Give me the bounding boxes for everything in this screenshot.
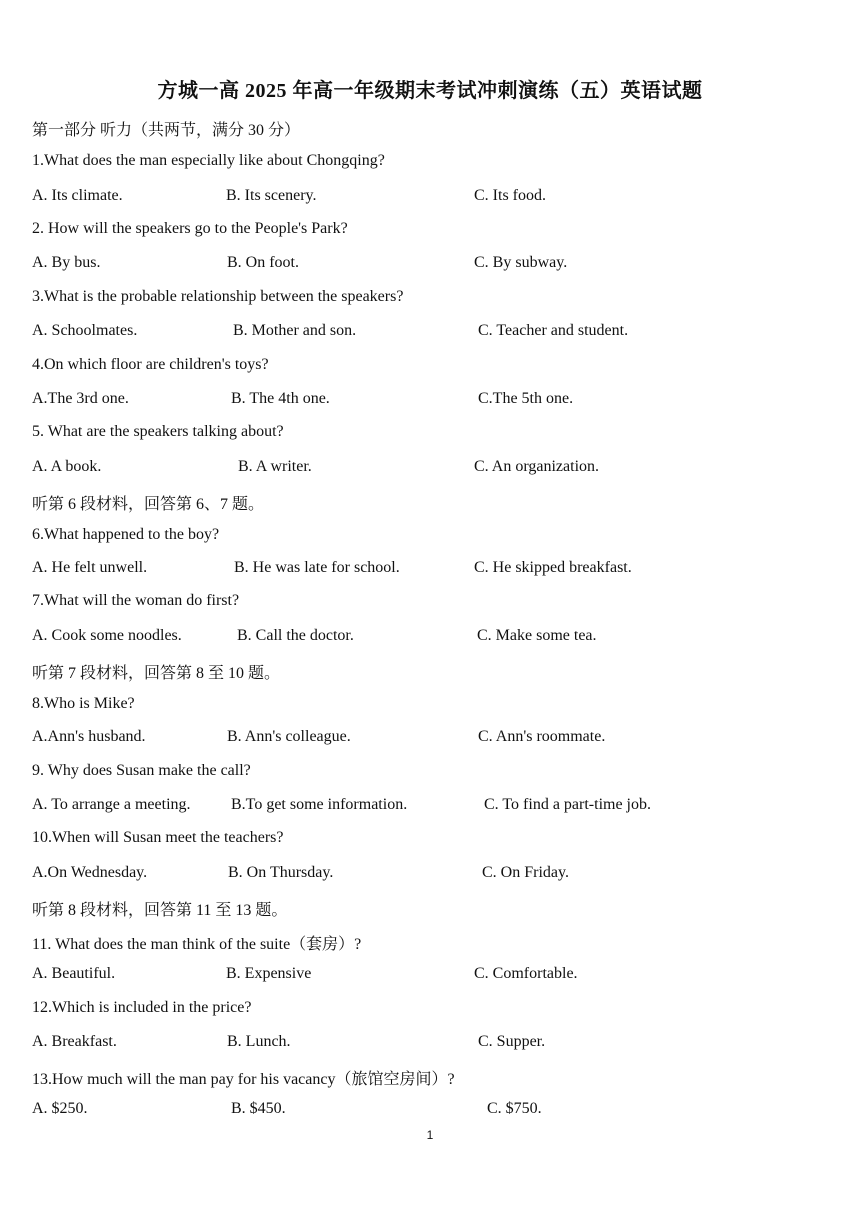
question-1: 1.What does the man especially like about Chongqing? xyxy=(32,152,385,169)
q13-option-b: B. $450. xyxy=(231,1100,286,1117)
q10-option-b: B. On Thursday. xyxy=(228,864,334,881)
q4-option-b: B. The 4th one. xyxy=(231,390,330,407)
q6-option-b: B. He was late for school. xyxy=(234,559,400,576)
page-title: 方城一高 2025 年高一年级期末考试冲刺演练（五）英语试题 xyxy=(157,80,703,102)
question-8: 8.Who is Mike? xyxy=(32,695,135,712)
question-2: 2. How will the speakers go to the People's Park? xyxy=(32,220,348,237)
q2-option-a: A. By bus. xyxy=(32,254,101,271)
question-4: 4.On which floor are children's toys? xyxy=(32,356,269,373)
q8-option-c: C. Ann's roommate. xyxy=(478,728,606,745)
q6-option-c: C. He skipped breakfast. xyxy=(474,559,632,576)
q11-option-b: B. Expensive xyxy=(226,965,312,982)
q3-option-a: A. Schoolmates. xyxy=(32,322,138,339)
q12-option-a: A. Breakfast. xyxy=(32,1033,117,1050)
q8-option-a: A.Ann's husband. xyxy=(32,728,146,745)
q4-option-c: C.The 5th one. xyxy=(478,390,574,407)
question-13: 13.How much will the man pay for his vacancy（旅馆空房间）? xyxy=(32,1071,455,1088)
q10-option-c: C. On Friday. xyxy=(482,864,569,881)
q3-option-c: C. Teacher and student. xyxy=(478,322,629,339)
q13-option-c: C. $750. xyxy=(487,1100,542,1117)
instruction-section-8: 听第 8 段材料，回答第 11 至 13 题。 xyxy=(32,902,288,919)
q11-option-c: C. Comfortable. xyxy=(474,965,578,982)
q7-option-a: A. Cook some noodles. xyxy=(32,627,182,644)
instruction-section-7: 听第 7 段材料，回答第 8 至 10 题。 xyxy=(32,665,281,682)
q13-option-a: A. $250. xyxy=(32,1100,88,1117)
page-number: 1 xyxy=(426,1128,434,1142)
section-heading: 第一部分 听力（共两节，满分 30 分） xyxy=(32,122,301,139)
q2-option-c: C. By subway. xyxy=(474,254,568,271)
q7-option-c: C. Make some tea. xyxy=(477,627,597,644)
question-11: 11. What does the man think of the suite（套房）? xyxy=(32,936,362,953)
q1-option-a: A. Its climate. xyxy=(32,187,123,204)
q7-option-b: B. Call the doctor. xyxy=(237,627,354,644)
q12-option-b: B. Lunch. xyxy=(227,1033,291,1050)
question-5: 5. What are the speakers talking about? xyxy=(32,423,284,440)
question-7: 7.What will the woman do first? xyxy=(32,592,240,609)
q10-option-a: A.On Wednesday. xyxy=(32,864,148,881)
q1-option-b: B. Its scenery. xyxy=(226,187,317,204)
q12-option-c: C. Supper. xyxy=(478,1033,546,1050)
q1-option-c: C. Its food. xyxy=(474,187,546,204)
question-12: 12.Which is included in the price? xyxy=(32,999,252,1016)
instruction-section-6: 听第 6 段材料，回答第 6、7 题。 xyxy=(32,496,265,513)
question-10: 10.When will Susan meet the teachers? xyxy=(32,829,284,846)
q2-option-b: B. On foot. xyxy=(227,254,299,271)
q5-option-b: B. A writer. xyxy=(238,458,312,475)
q9-option-b: B.To get some information. xyxy=(231,796,408,813)
q8-option-b: B. Ann's colleague. xyxy=(227,728,351,745)
q4-option-a: A.The 3rd one. xyxy=(32,390,129,407)
q3-option-b: B. Mother and son. xyxy=(233,322,357,339)
question-9: 9. Why does Susan make the call? xyxy=(32,762,251,779)
q6-option-a: A. He felt unwell. xyxy=(32,559,148,576)
question-6: 6.What happened to the boy? xyxy=(32,526,220,543)
q9-option-a: A. To arrange a meeting. xyxy=(32,796,191,813)
q11-option-a: A. Beautiful. xyxy=(32,965,116,982)
q5-option-c: C. An organization. xyxy=(474,458,600,475)
question-3: 3.What is the probable relationship between the speakers? xyxy=(32,288,404,305)
q9-option-c: C. To find a part-time job. xyxy=(484,796,651,813)
q5-option-a: A. A book. xyxy=(32,458,102,475)
